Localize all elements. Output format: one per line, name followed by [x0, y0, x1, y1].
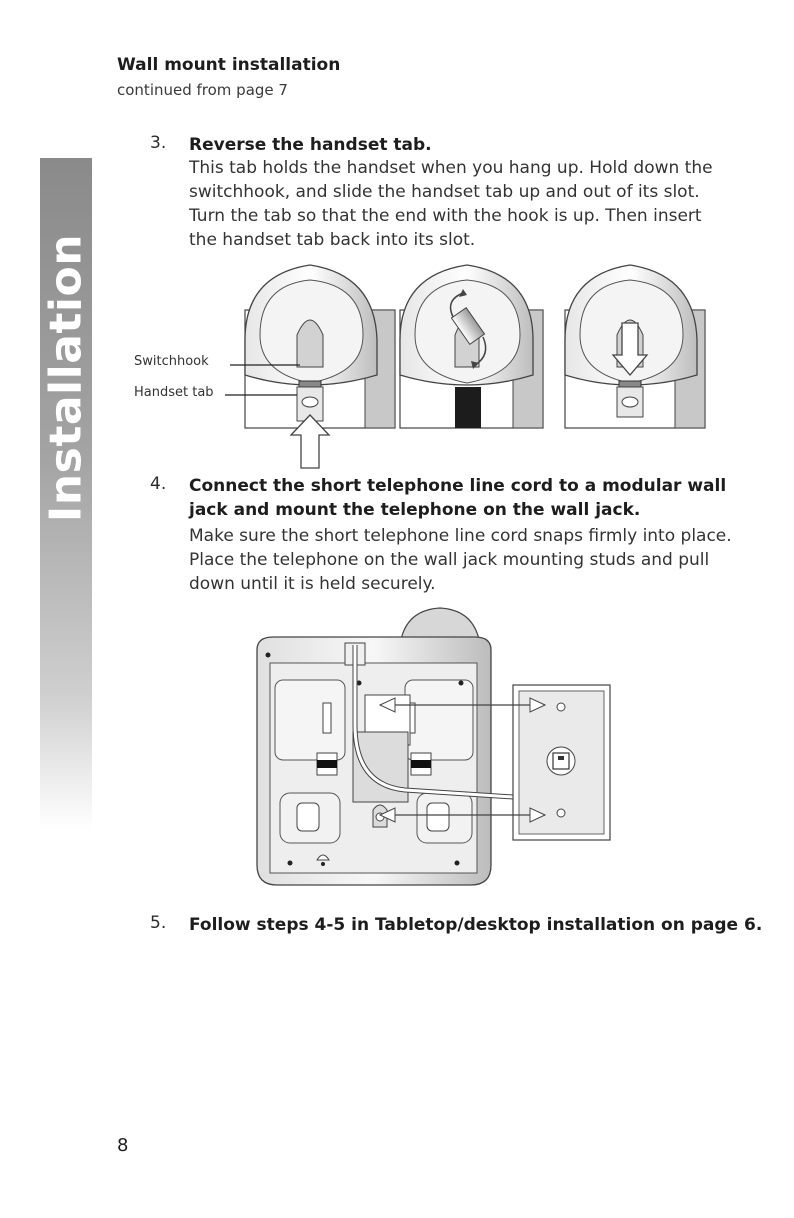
step-body-line: This tab holds the handset when you hang up. Hold down the — [189, 158, 713, 178]
step-body-line: the handset tab back into its slot. — [189, 230, 476, 250]
step-title-line: jack and mount the telephone on the wall jack. — [189, 500, 641, 520]
section-subtitle: continued from page 7 — [117, 81, 288, 99]
section-title: Wall mount installation — [117, 55, 341, 75]
panel-turn-tab — [400, 265, 543, 428]
callout-switchhook: Switchhook — [134, 354, 209, 369]
wall-mount-illustration — [245, 605, 620, 895]
step-body-line: Turn the tab so that the end with the hook is up. Then insert — [189, 206, 702, 226]
callout-handset-tab: Handset tab — [134, 385, 214, 400]
handset-tab-illustration — [215, 255, 715, 470]
step-title-line: Connect the short telephone line cord to a modular wall — [189, 476, 727, 496]
step-body-line: Place the telephone on the wall jack mounting studs and pull — [189, 550, 710, 570]
panel-original-tab — [225, 265, 395, 468]
step-number: 4. — [150, 474, 167, 494]
step-title: Follow steps 4-5 in Tabletop/desktop installation on page 6. — [189, 915, 763, 935]
step-number: 3. — [150, 133, 167, 153]
step-body-line: Make sure the short telephone line cord snaps firmly into place. — [189, 526, 732, 546]
step-body-line: switchhook, and slide the handset tab up and out of its slot. — [189, 182, 700, 202]
step-number: 5. — [150, 913, 167, 933]
side-tab-label: Installation — [40, 233, 92, 523]
panel-reinsert-tab — [565, 265, 705, 428]
step-body-line: down until it is held securely. — [189, 574, 436, 594]
step-title: Reverse the handset tab. — [189, 135, 432, 155]
page-number: 8 — [117, 1135, 129, 1156]
side-tab — [40, 158, 92, 830]
